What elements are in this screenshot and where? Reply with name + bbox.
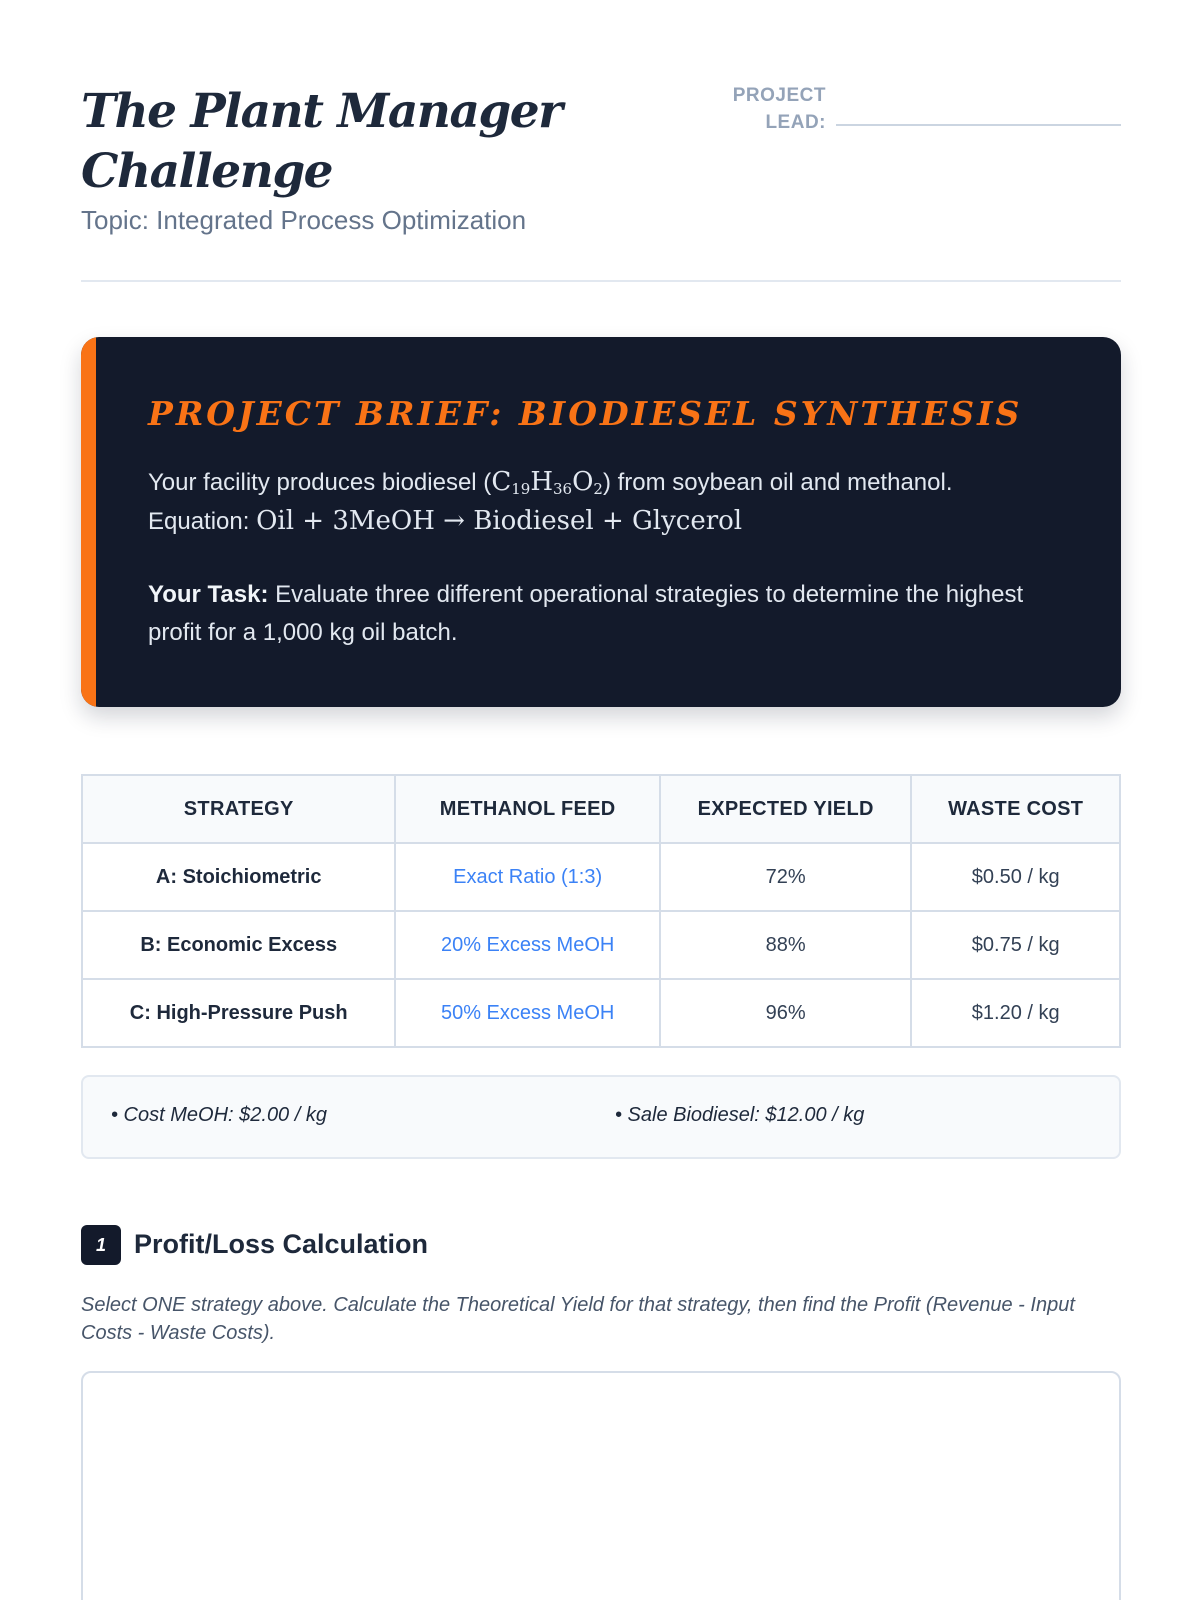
column-header-expected-yield: EXPECTED YIELD [660,775,912,843]
section-instructions: Select ONE strategy above. Calculate the Theoretical Yield for that strategy, then find the Profit (Revenue - Input Costs - Waste Costs). [81,1294,1075,1344]
worksheet-page [81,0,1121,1600]
table-row [82,843,1120,911]
expected-yield-cell: 96% [660,979,912,1047]
methanol-feed-cell: 20% Excess MeOH [395,911,660,979]
brief-line1-before: Your facility produces biodiesel ( [148,469,492,496]
price-notes [81,1075,1121,1159]
methanol-cost-note: • Cost MeOH: $2.00 / kg [111,1104,327,1126]
biodiesel-formula: $C_{19}H_{36}O_2$ [491,467,603,498]
task-text: Evaluate three different operational strategies to determine the highest profit for a 1,000 kg oil batch. [148,581,1024,646]
column-header-methanol-feed: METHANOL FEED [395,775,660,843]
project-lead-field[interactable] [836,124,1121,126]
topic-subtitle: Topic: Integrated Process Optimization [81,205,527,235]
brief-accent-bar [81,337,96,707]
methanol-feed-cell: Exact Ratio (1:3) [395,843,660,911]
answer-box[interactable] [81,1371,1121,1600]
expected-yield-cell: 72% [660,843,912,911]
project-lead-label-line1: PROJECT [732,85,826,106]
project-lead-label [716,82,826,136]
table-row [82,979,1120,1047]
header-divider [81,280,1121,282]
strategy-cell: C: High-Pressure Push [82,979,395,1047]
task-label: Your Task: [148,581,269,608]
waste-cost-cell: $0.50 / kg [911,843,1120,911]
equation-label: Equation: [148,508,257,535]
brief-task [148,576,1078,652]
brief-title: PROJECT BRIEF: BIODIESEL SYNTHESIS [148,394,1023,433]
methanol-feed-cell: 50% Excess MeOH [395,979,660,1047]
table-header-row [82,775,1120,843]
brief-description [148,463,1078,541]
column-header-strategy: STRATEGY [82,775,395,843]
page-title: The Plant Manager Challenge [81,84,562,199]
table-row [82,911,1120,979]
section-number-badge: 1 [81,1225,121,1265]
section-title: Profit/Loss Calculation [134,1229,429,1259]
brief-line1-after: ) from soybean oil and methanol. [602,469,953,496]
waste-cost-cell: $0.75 / kg [911,911,1120,979]
waste-cost-cell: $1.20 / kg [911,979,1120,1047]
reaction-equation: Oil + 3MeOH → Biodiesel + Glycerol [256,506,743,536]
biodiesel-sale-note: • Sale Biodiesel: $12.00 / kg [615,1104,865,1126]
strategy-table [81,774,1121,1048]
strategy-cell: B: Economic Excess [82,911,395,979]
project-brief-card [81,337,1121,707]
column-header-waste-cost: WASTE COST [911,775,1120,843]
project-lead-label-line2: LEAD: [765,112,826,133]
expected-yield-cell: 88% [660,911,912,979]
strategy-cell: A: Stoichiometric [82,843,395,911]
worksheet-header [81,82,1121,282]
